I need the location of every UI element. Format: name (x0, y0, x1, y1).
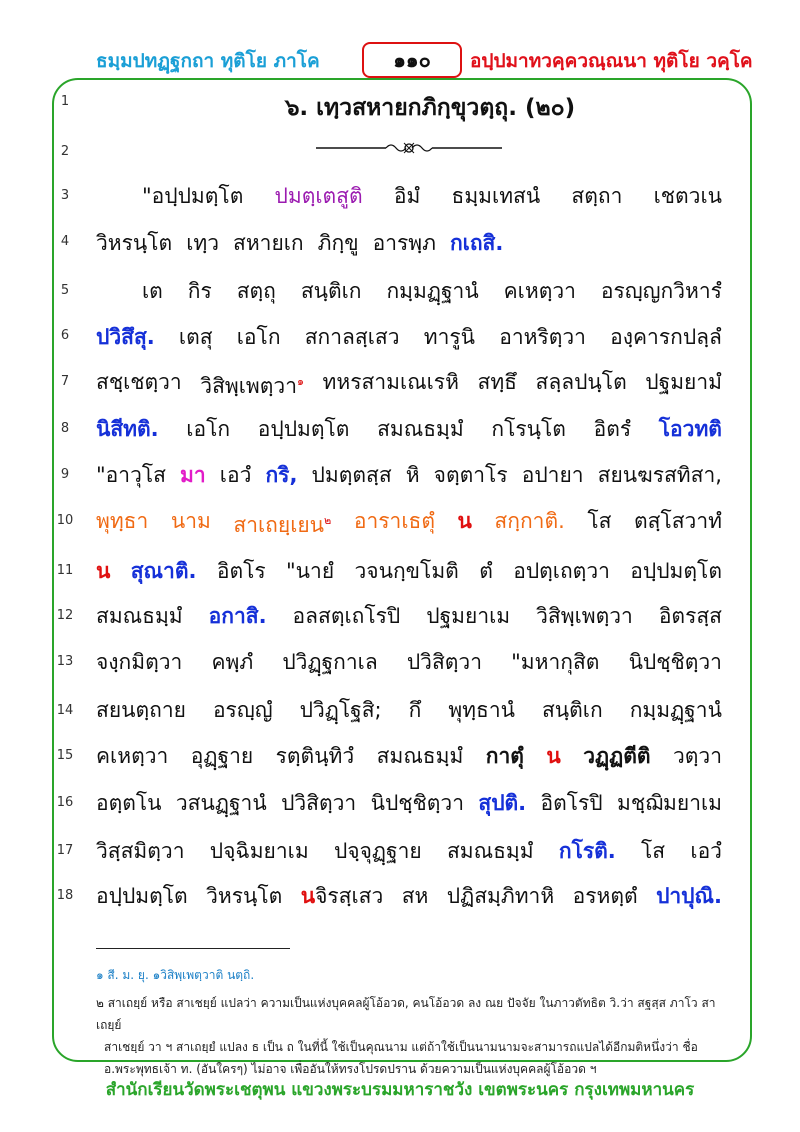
word-highlight: กริ, (265, 463, 298, 487)
word-highlight: ปวิสึสุ. (96, 325, 155, 349)
word: กมฺมฏฺฐานํ (386, 279, 479, 303)
word-highlight: กาตุํ (485, 744, 524, 768)
word: วิหรนฺโต (96, 231, 173, 255)
word-highlight: โอวทติ (658, 417, 722, 441)
word: สมณธมฺมํ (377, 417, 464, 441)
word: สตฺถา (571, 184, 623, 208)
word-highlight: พุทฺธา (96, 509, 149, 533)
word: คเหตฺวา (503, 279, 576, 303)
footnote-2-line-3: อ.พระพุทธเจ้า ท. (อันใครๆ) ไม่อาจ เพื่ออันให้ทรงโปรดปราน ด้วยความเป็นแห่งบุคคลผู้โอ้อวด ฯ (104, 1062, 597, 1076)
word-red-prefix (301, 876, 384, 916)
word: เอวํ (219, 463, 252, 487)
line-number: 16 (56, 795, 74, 810)
word: เชตวเน (653, 184, 722, 208)
word: สหายเก (233, 231, 304, 255)
header-book-title: ธมฺมปทฏฺฐกถา ทุติโย ภาโค (96, 50, 320, 72)
line-number: 8 (60, 421, 70, 436)
word: สตฺถุ (236, 279, 276, 303)
word-rest: จิรสฺเสว (315, 884, 384, 908)
word: กโรนฺโต (491, 417, 566, 441)
word: อิตรสฺส (658, 604, 722, 628)
word: อปายา (521, 463, 584, 487)
text-line-17 (96, 831, 722, 871)
word: ปวิฏฺฐกาเล (282, 650, 378, 674)
word: วิสิพฺเพตฺวา (536, 604, 633, 628)
word: "นายํ (286, 559, 335, 583)
line-number: 11 (56, 563, 74, 578)
word: วิหรนฺโต (206, 884, 283, 908)
word: สลฺลปนฺโต (535, 370, 627, 394)
line-number: 5 (60, 283, 70, 298)
word: อรญฺญํ (212, 698, 273, 722)
word: ทารูนิ (423, 325, 476, 349)
text-line-5 (142, 271, 722, 311)
text-line-10 (96, 501, 722, 541)
word: อุฏฺฐาย (190, 744, 254, 768)
word-highlight: สกฺกาติ. (494, 509, 565, 533)
word: ปจฺจุฏฺฐาย (333, 839, 422, 863)
word: เทฺว (186, 231, 219, 255)
line-number: 10 (56, 513, 74, 528)
text-line-4 (96, 223, 722, 263)
word-with-footnote (200, 362, 304, 402)
text-line-11 (96, 551, 722, 591)
footnote-1: ๑ สี. ม. ยุ. ๑วิสิพฺเพตฺวาติ นตฺถิ. (96, 968, 255, 982)
word: อิตโรปิ (540, 791, 603, 815)
word: ปจฺฉิมยาเม (209, 839, 309, 863)
word: สมณธมฺมํ (96, 604, 183, 628)
word: อิตรํ (593, 417, 632, 441)
section-title: ๖. เทฺวสหายกภิกฺขุวตฺถุ. (๒๐) (284, 95, 576, 121)
word: กึ (408, 698, 422, 722)
text-line-15 (96, 736, 722, 776)
word-highlight: วฏฺฏตีติ (583, 744, 651, 768)
word: วตฺวา (672, 744, 722, 768)
word: สมณธมฺมํ (376, 744, 464, 768)
text-line-9 (96, 455, 722, 495)
text-line-12 (96, 596, 722, 636)
word: สยนฆรสทิสา, (597, 463, 722, 487)
word: "อปฺปมตฺโต (142, 184, 244, 208)
word: หิ (405, 463, 420, 487)
word-highlight: ปมตฺเตสูติ (274, 184, 363, 208)
word: วิสฺสมิตฺวา (96, 839, 185, 863)
word-highlight: น (546, 744, 561, 768)
page-header (0, 42, 800, 78)
word: กิร (187, 279, 212, 303)
word-highlight: กเถสิ. (449, 231, 504, 255)
word: จตฺตาโร (433, 463, 508, 487)
line-number: 2 (60, 144, 70, 159)
line-number: 6 (60, 328, 70, 343)
word: ปฐมยาเม (426, 604, 511, 628)
text-line-14 (96, 690, 722, 730)
word: เอวํ (690, 839, 722, 863)
word: อปฺปมตฺโต (257, 417, 350, 441)
footnote-rule (96, 948, 290, 949)
word: สนฺติเก (300, 279, 362, 303)
word: อปตฺเถตฺวา (513, 559, 610, 583)
word: วิสิพฺเพตฺวา (200, 374, 297, 398)
word-highlight: อกาสิ. (208, 604, 267, 628)
footnote-2-line-2: สาเชยฺย์ วา ฯ สาเถยฺยํ แปลง ธ เป็น ถ ในที่นี้ ใช้เป็นคุณนาม แต่ถ้าใช้เป็นนามนามจะสามารถแปลได้อีกมติหนึ่งว่า ชื่อ (104, 1040, 698, 1054)
word: โส (587, 509, 612, 533)
word: อตฺตโน (96, 791, 162, 815)
word: "อาวุโส (96, 463, 166, 487)
text-line-3 (142, 176, 722, 216)
word: สยนตฺถาย (96, 698, 186, 722)
word: สชฺเชตฺวา (96, 370, 182, 394)
word-highlight: น (96, 559, 111, 583)
word-highlight: สุณาติ. (130, 559, 197, 583)
line-number: 15 (56, 748, 74, 763)
footnote-marker: ๑ (297, 375, 304, 388)
line-number: 12 (56, 608, 74, 623)
word: เตสุ (178, 325, 213, 349)
word: อรหตฺตํ (572, 884, 638, 908)
word: นิปชฺชิตฺวา (628, 650, 722, 674)
page-number-box: ๑๑๐ (362, 42, 462, 78)
word: เต (142, 279, 163, 303)
word: องฺคารกปลฺลํ (610, 325, 722, 349)
word: ปฐมยามํ (645, 370, 722, 394)
word-highlight: ปวิฏฺโฐสิ; (299, 698, 382, 722)
text-line-7 (96, 362, 722, 402)
word-highlight: ปาปุณิ. (656, 884, 722, 908)
word: อรญฺญกวิหารํ (600, 279, 722, 303)
word: เอโก (186, 417, 231, 441)
footnote-marker: ๒ (324, 514, 332, 527)
word: เอโก (236, 325, 281, 349)
word: ธมฺมเทสนํ (451, 184, 541, 208)
word: สทฺธึ (477, 370, 517, 394)
word: ปวิสิตฺวา (281, 791, 357, 815)
word: อิตโร (216, 559, 266, 583)
word: วจนกฺขโมติ (354, 559, 459, 583)
line-number: 9 (60, 467, 70, 482)
word: จงฺกมิตฺวา (96, 650, 183, 674)
line-number: 4 (60, 234, 70, 249)
word: ปวิสิตฺวา (406, 650, 482, 674)
word: กมฺมฏฺฐานํ (629, 698, 722, 722)
text-line-6 (96, 317, 722, 357)
line-number: 13 (56, 654, 74, 669)
word: อลสตฺเถโรปิ (292, 604, 401, 628)
line-number: 17 (56, 843, 74, 858)
word: สมณธมฺมํ (446, 839, 534, 863)
word: อารพฺภ (372, 231, 436, 255)
word: อปฺปมตฺโต (96, 884, 188, 908)
word-highlight: นิสีทติ. (96, 417, 159, 441)
line-number: 18 (56, 888, 74, 903)
word-highlight: อาราเธตุํ (353, 509, 435, 533)
word-with-footnote (233, 501, 331, 541)
word: ปฏิสมฺภิทาหิ (446, 884, 555, 908)
word: อปฺปมตฺโต (630, 559, 722, 583)
word: มชฺฌิมยาเม (617, 791, 722, 815)
word: ทหรสามเณเรหิ (322, 370, 459, 394)
word: ตสฺโสวาทํ (633, 509, 722, 533)
line-number: 1 (60, 94, 70, 109)
word: อาหริตฺวา (499, 325, 586, 349)
page-footer: สำนักเรียนวัดพระเชตุพน แขวงพระบรมมหาราชวัง เขตพระนคร กรุงเทพมหานคร (105, 1080, 695, 1100)
line-number: 14 (56, 703, 74, 718)
word: สกาลสฺเสว (304, 325, 400, 349)
word: สนฺติเก (541, 698, 603, 722)
word: นิปชฺชิตฺวา (370, 791, 465, 815)
word-highlight: นาม (170, 509, 211, 533)
text-line-13 (96, 642, 722, 682)
word: รตฺตินฺทิวํ (275, 744, 355, 768)
red-prefix-letter: น (300, 884, 316, 908)
footnote-2 (96, 992, 726, 1080)
word-highlight: สุปติ. (478, 791, 527, 815)
text-line-8 (96, 409, 722, 449)
word: ภิกฺขู (317, 231, 359, 255)
word-highlight: น (457, 509, 472, 533)
word: ปมตฺตสฺส (311, 463, 392, 487)
word: วสนฏฺฐานํ (175, 791, 267, 815)
word: ตํ (479, 559, 493, 583)
word: สห (401, 884, 429, 908)
word-highlight: สาเถยฺเยน (233, 513, 325, 537)
word-highlight: มา (180, 463, 206, 487)
word: คเหตฺวา (96, 744, 169, 768)
text-line-18 (96, 876, 722, 916)
ornament-divider-icon (316, 140, 502, 156)
line-number: 7 (60, 374, 70, 389)
word-highlight: กโรติ. (558, 839, 616, 863)
line-number: 3 (60, 188, 70, 203)
footnote-2-line-1: ๒ สาเถยฺย์ หรือ สาเชยฺย์ แปลว่า ความเป็นแห่งบุคคลผู้โอ้อวด, คนโอ้อวด ลง ณย ปัจจัย ในภาวตัทธิต วิ.ว่า สฐสฺส ภาโว สาเถยฺย์ (96, 996, 716, 1032)
header-chapter-title: อปฺปมาทวคฺควณฺณนา ทุติโย วคฺโค (470, 50, 753, 72)
word: คพฺภํ (211, 650, 254, 674)
word: โส (641, 839, 666, 863)
text-line-16 (96, 783, 722, 823)
word: "มหากุสิต (511, 650, 600, 674)
word: พุทฺธานํ (448, 698, 515, 722)
word: อิมํ (393, 184, 421, 208)
